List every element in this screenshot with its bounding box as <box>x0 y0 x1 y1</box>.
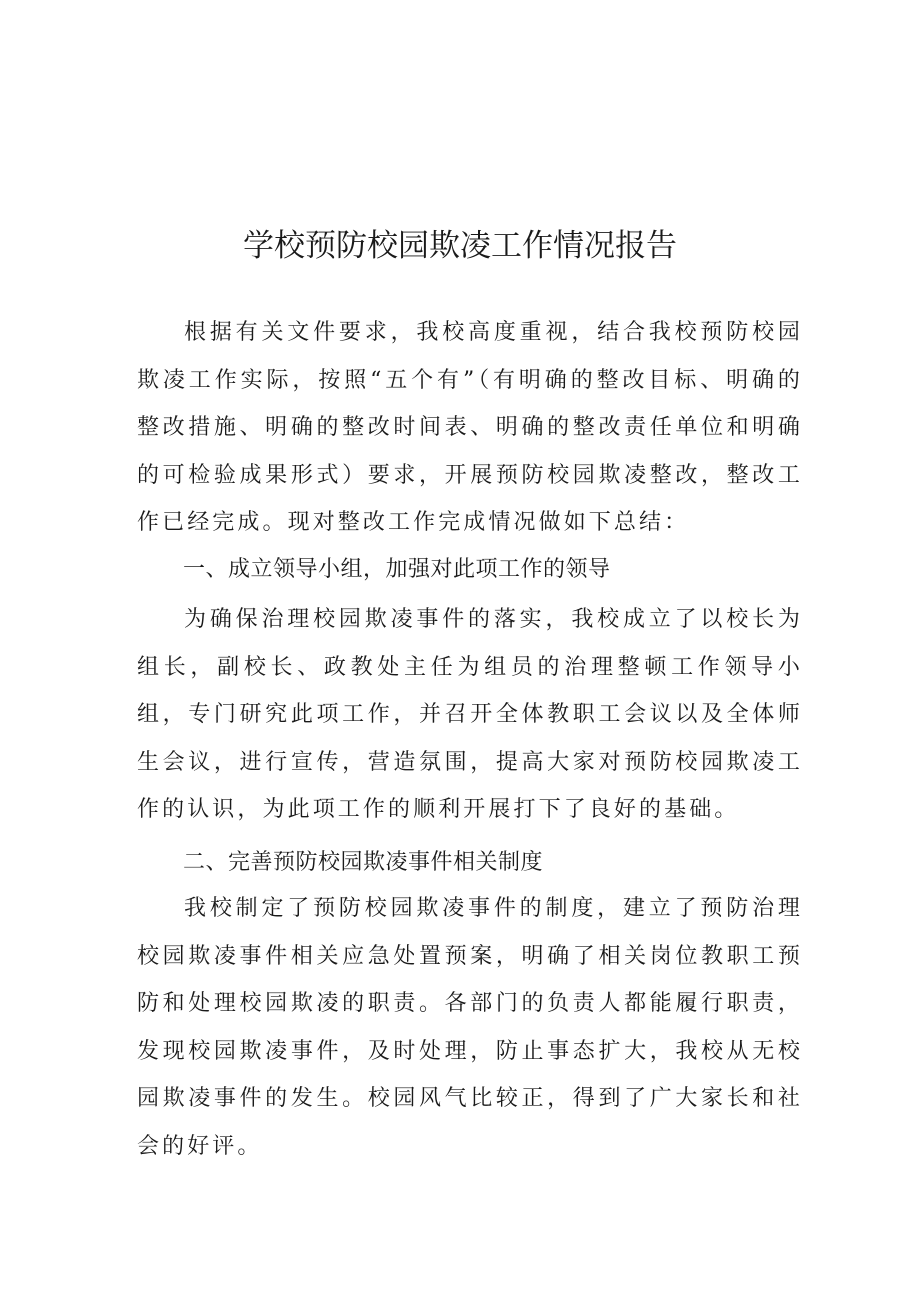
section-heading-1: 一、成立领导小组，加强对此项工作的领导 <box>183 557 611 582</box>
intro-paragraph: 根据有关文件要求，我校高度重视，结合我校预防校园欺凌工作实际，按照“五个有”（有明确的整改目标、明确的整改措施、明确的整改时间表、明确的整改责任单位和明确的可检验成果形式）要求，开展预防校园欺凌整改，整改工作已经完成。现对整改工作完成情况做如下总结： <box>137 320 803 535</box>
document-title: 学校预防校园欺凌工作情况报告 <box>243 228 677 264</box>
section-paragraph-1: 为确保治理校园欺凌事件的落实，我校成立了以校长为组长，副校长、政教处主任为组员的治理整顿工作领导小组，专门研究此项工作，并召开全体教职工会议以及全体师生会议，进行宣传，营造氛围，提高大家对预防校园欺凌工作的认识，为此项工作的顺利开展打下了良好的基础。 <box>137 607 803 822</box>
section-paragraph-2: 我校制定了预防校园欺凌事件的制度，建立了预防治理校园欺凌事件相关应急处置预案，明确了相关岗位教职工预防和处理校园欺凌的职责。各部门的负责人都能履行职责，发现校园欺凌事件，及时处理，防止事态扩大，我校从无校园欺凌事件的发生。校园风气比较正，得到了广大家长和社会的好评。 <box>137 896 803 1159</box>
section-heading-2: 二、完善预防校园欺凌事件相关制度 <box>183 850 544 875</box>
